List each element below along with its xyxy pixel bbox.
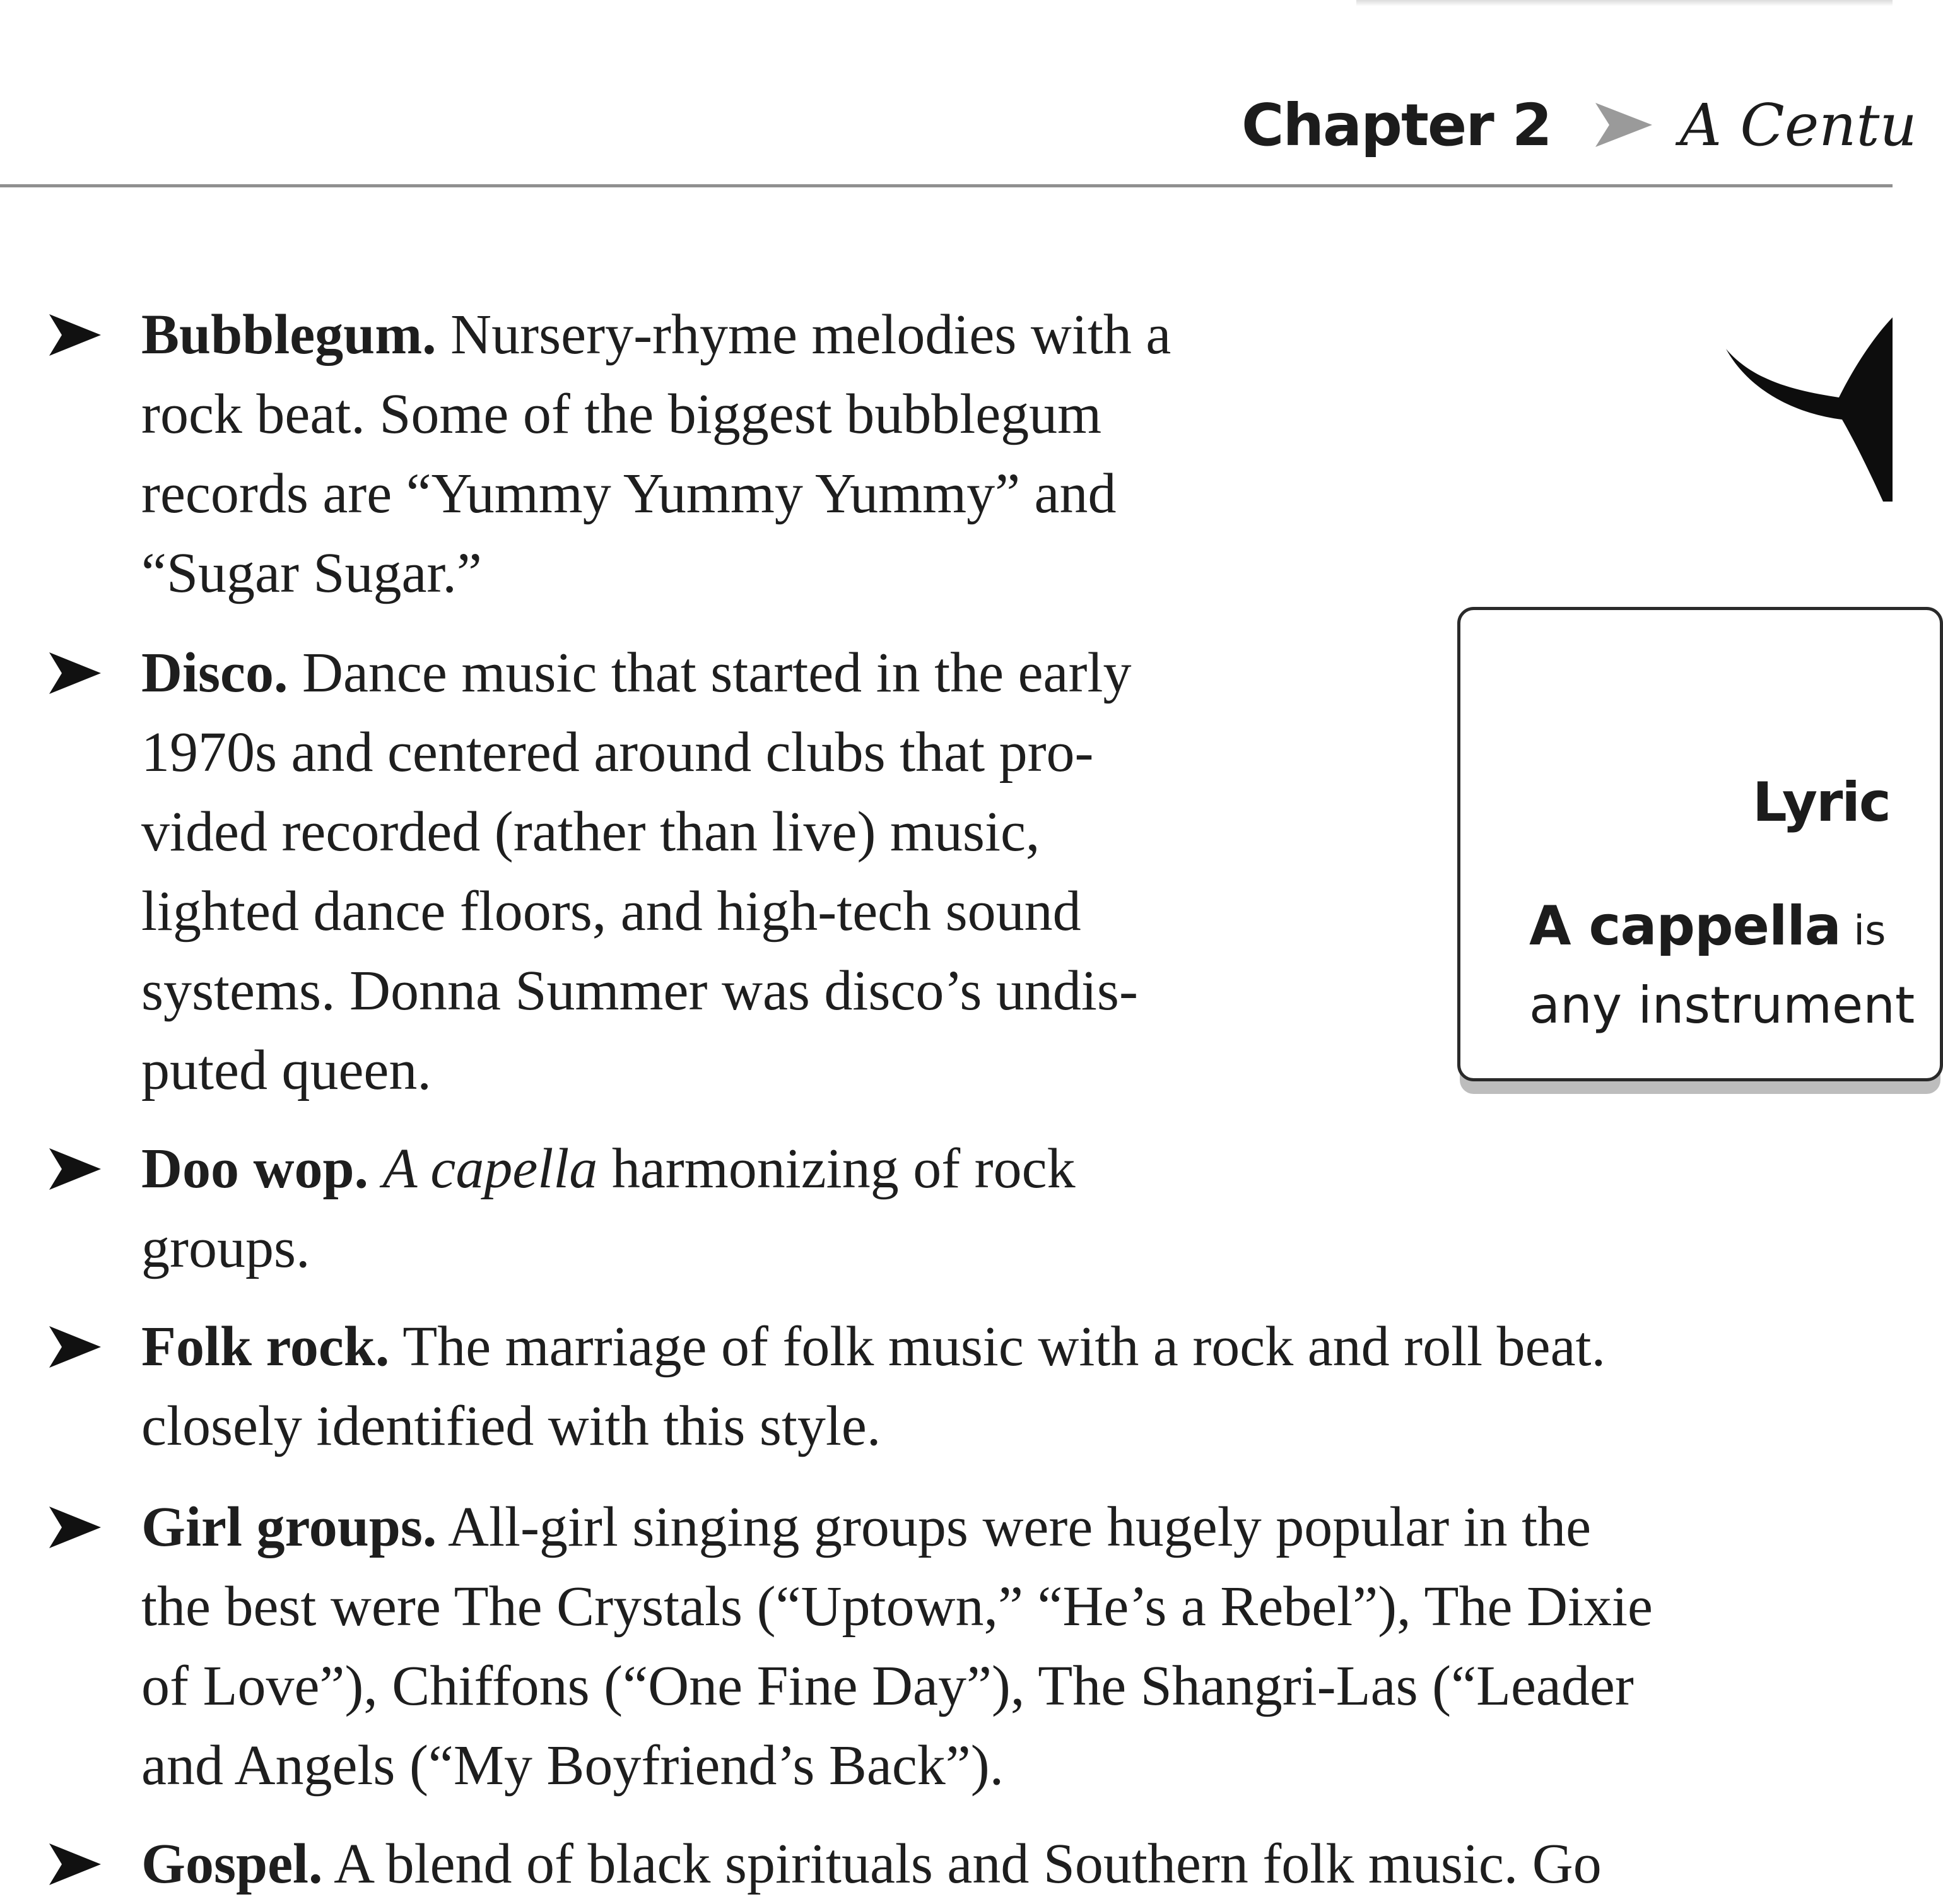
arrowhead-bullet-icon	[49, 314, 101, 356]
arrowhead-bullet-icon	[49, 652, 101, 694]
running-header	[1242, 81, 1917, 169]
arrowhead-bullet-icon	[49, 1148, 101, 1190]
sidebar-body: A cappella is any instrument	[1529, 895, 1915, 1035]
list-item-term: Disco.	[141, 642, 288, 704]
list-item-term: Girl groups.	[141, 1496, 437, 1558]
italic-phrase: A capella	[382, 1137, 598, 1200]
list-item-text: Disco. Dance music that started in the early 1970s and centered around clubs that pro- vided recorded (rather than live) music, lighted dance floors, and high-tech sound systems. Donna Summer was disco’s undis- puted queen.	[141, 642, 1138, 1102]
arrowhead-bullet-icon	[49, 1326, 101, 1368]
sidebar-term: A cappella	[1529, 895, 1841, 958]
list-item-text: Folk rock. The marriage of folk music with a rock and roll beat. closely identified with this style.	[141, 1315, 1606, 1457]
bird-icon	[1716, 312, 1893, 502]
list-item-term: Folk rock.	[141, 1315, 390, 1378]
list-item-term: Doo wop.	[141, 1137, 369, 1200]
chapter-title: A Centu	[1679, 91, 1917, 159]
list-item-term: Bubblegum.	[141, 303, 437, 366]
list-item-text: Bubblegum. Nursery-rhyme melodies with a rock beat. Some of the biggest bubblegum records are “Yummy Yummy Yummy” and “Sugar Sugar.”	[141, 303, 1171, 604]
chapter-label: Chapter 2	[1242, 91, 1551, 159]
arrowhead-bullet-icon	[49, 1843, 101, 1885]
sidebar-heading: Lyric	[1752, 771, 1890, 834]
list-item-text: Girl groups. All-girl singing groups were hugely popular in the the best were The Crystals (“Uptown,” “He’s a Rebel”), The Dixie of Love”), Chiffons (“One Fine Day”), The Shangri-Las (“Leader and Angels (“My Boyfriend’s Back”).	[141, 1496, 1653, 1797]
page-edge-shadow	[1356, 0, 1893, 6]
arrowhead-icon	[1595, 103, 1652, 147]
header-rule	[0, 184, 1893, 187]
list-item-text: Doo wop. A capella harmonizing of rock groups.	[141, 1137, 1076, 1279]
arrowhead-bullet-icon	[49, 1507, 101, 1548]
list-item-text: Gospel. A blend of black spirituals and Southern folk music. Go	[141, 1833, 1602, 1895]
list-item-term: Gospel.	[141, 1833, 323, 1895]
